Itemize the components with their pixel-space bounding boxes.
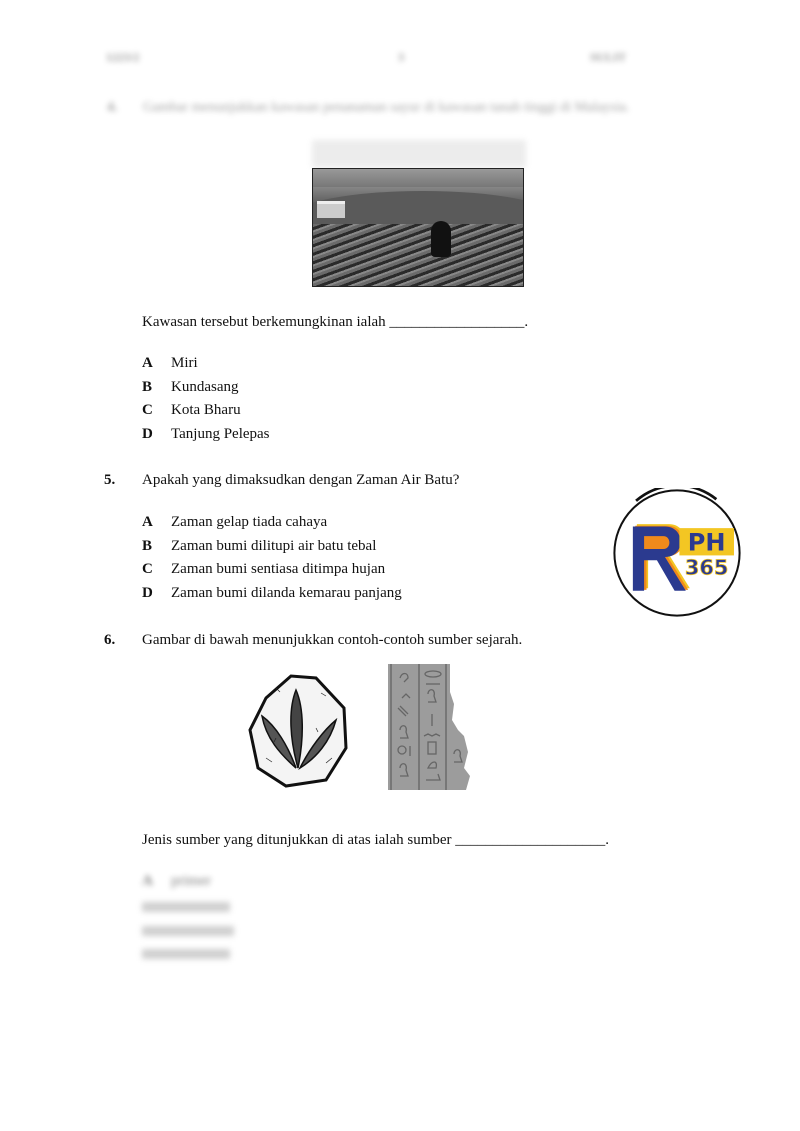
watermark-ph-text: PH	[687, 528, 726, 557]
q4-option-d-letter: D	[142, 426, 153, 442]
q5-option-a-text: Zaman gelap tiada cahaya	[171, 514, 328, 530]
q5-option-b-text: Zaman bumi dilitupi air batu tebal	[171, 538, 377, 554]
q4-option-b-letter: B	[142, 379, 153, 395]
question5-number: 5.	[104, 472, 116, 488]
watermark-365-text: 365	[684, 555, 729, 580]
hieroglyph-tablet-image	[388, 664, 480, 790]
q5-option-c-letter: C	[142, 561, 153, 577]
question4-intro	[107, 98, 687, 118]
q4-option-a-letter: A	[142, 355, 153, 371]
q4-option-c-letter: C	[142, 402, 153, 418]
q5-option-d-letter: D	[142, 585, 153, 601]
rph365-watermark-logo	[612, 488, 742, 618]
q5-option-d-text: Zaman bumi dilanda kemarau panjang	[171, 585, 402, 601]
header-right-code: SULIT	[590, 50, 627, 64]
question6-number: 6.	[104, 632, 116, 648]
header-left-code: 1223/2	[106, 50, 140, 64]
question4-intro-text: Gambar menunjukkan kawasan penanaman sayur di kawasan tanah tinggi di Malaysia.	[143, 100, 630, 115]
q5-option-c-text: Zaman bumi sentiasa ditimpa hujan	[171, 561, 386, 577]
q6-option-a-text: primer	[171, 873, 211, 889]
question6-stem: Gambar di bawah menunjukkan contoh-contoh sumber sejarah.	[142, 632, 523, 648]
q4-option-c-text: Kota Bharu	[171, 402, 241, 418]
q6-option-a-letter: A	[142, 873, 153, 889]
q5-option-b-letter: B	[142, 538, 153, 554]
question5-stem: Apakah yang dimaksudkan dengan Zaman Air Batu?	[142, 472, 460, 488]
dinosaur-footprint-fossil-image	[246, 668, 351, 788]
vegetable-farm-photo	[312, 168, 524, 287]
photo-caption-blurred	[312, 140, 526, 168]
q4-option-a-text: Miri	[171, 355, 198, 371]
header-page-number: 3	[398, 50, 404, 64]
q5-option-a-letter: A	[142, 514, 153, 530]
q4-option-d-text: Tanjung Pelepas	[171, 426, 270, 442]
question6-prompt: Jenis sumber yang ditunjukkan di atas ialah sumber ____________________.	[142, 832, 610, 848]
question4-stem: Kawasan tersebut berkemungkinan ialah __________________.	[142, 314, 529, 330]
q4-option-b-text: Kundasang	[171, 379, 239, 395]
question4-number: 4.	[107, 100, 118, 115]
